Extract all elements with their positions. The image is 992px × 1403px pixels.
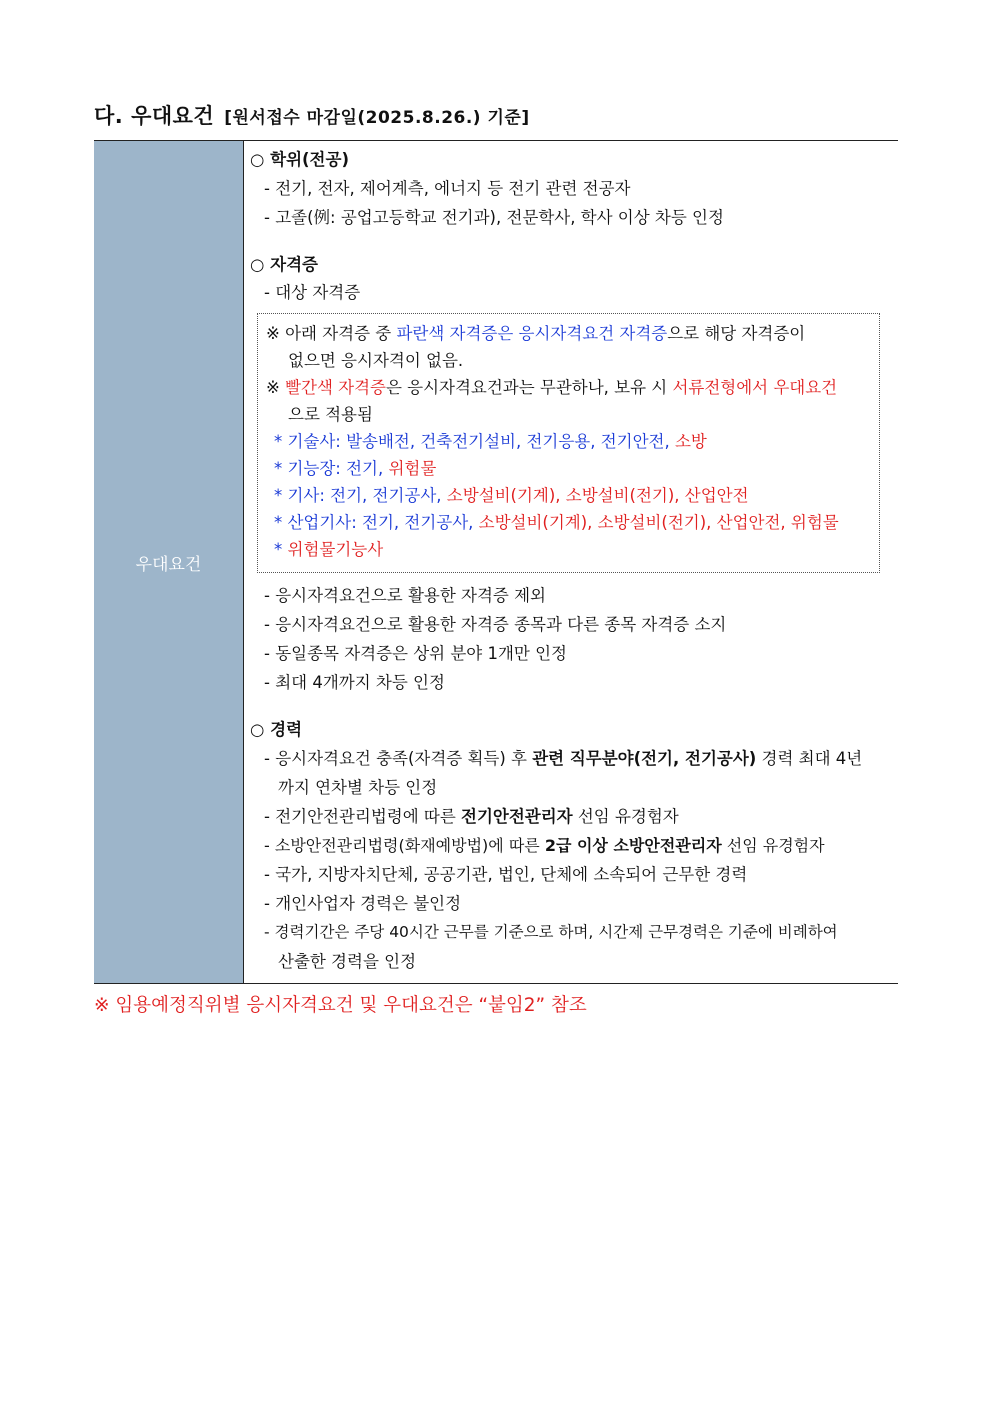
career-item-4: - 국가, 지방자치단체, 공공기관, 법인, 단체에 소속되어 근무한 경력 [264,865,748,884]
cert-note-2-cont: 으로 적용됨 [288,405,373,424]
row1-red: 소방 [674,432,707,451]
row4-red: 소방설비(기계), 소방설비(전기), 산업안전, 위험물 [478,513,839,532]
career2-b: 전기안전관리자 [461,807,573,826]
note2-red2: 서류전형에서 우대요건 [672,378,838,397]
degree-heading: ○ 학위(전공) [250,150,349,169]
cert-notice-box [257,313,880,573]
career3-b: 2급 이상 소방안전관리자 [544,836,722,855]
row4-blue: * 산업기사: 전기, 전기공사, [274,513,479,532]
row1-blue: * 기술사: 발송배전, 건축전기설비, 전기응용, 전기안전, [274,432,675,451]
footer-note: ※ 임용예정직위별 응시자격요건 및 우대요건은 “붙임2” 참조 [94,995,587,1016]
career-heading: ○ 경력 [250,720,303,739]
cert-row-craftsman [274,536,383,563]
career-item-6-cont: 산출한 경력을 인정 [278,952,417,971]
row5-blue: * [274,540,288,559]
cert-heading: ○ 자격증 [250,255,318,274]
cert-item: - 동일종목 자격증은 상위 분야 1개만 인정 [264,644,567,663]
cert-row-master [274,455,436,482]
note2-prefix: ※ [266,378,286,397]
career3-c: 선임 유경험자 [721,836,825,855]
career6-text: 경력기간은 주당 40시간 근무를 기준으로 하며, 시간제 근무경력은 기준에 비례하여 [274,923,838,941]
career2-a: 전기안전관리법령에 따른 [275,807,462,826]
note2-red: 빨간색 자격증 [285,378,386,397]
note1-suffix: 으로 해당 자격증이 [667,324,806,343]
cert-row-industrial [274,509,839,536]
note2-mid: 은 응시자격요건과는 무관하나, 보유 시 [385,378,673,397]
career4-text: 국가, 지방자치단체, 공공기관, 법인, 단체에 소속되어 근무한 경력 [275,865,748,884]
section-title-text: 다. 우대요건 [94,104,215,128]
career-item-6: - 경력기간은 주당 40시간 근무를 기준으로 하며, 시간제 근무경력은 기준에 비례하여 [264,923,838,941]
career5-text: 개인사업자 경력은 불인정 [275,894,462,913]
career-item-1: - 응시자격요건 충족(자격증 획득) 후 관련 직무분야(전기, 전기공사) 경력 최대 4년 [264,749,863,768]
row2-red: 위험물 [388,459,437,478]
row5-red: 위험물기능사 [287,540,384,559]
cert-item: - 응시자격요건으로 활용한 자격증 종목과 다른 종목 자격증 소지 [264,615,727,634]
note1-prefix: ※ 아래 자격증 중 [266,324,397,343]
cert-row-engineer [274,482,749,509]
career1-b: 관련 직무분야(전기, 전기공사) [532,749,757,768]
section-subtitle: [원서접수 마감일(2025.8.26.) 기준] [224,108,530,128]
degree-item: - 전기, 전자, 제어계측, 에너지 등 전기 관련 전공자 [264,179,631,198]
career3-a: 소방안전관리법령(화재예방법)에 따른 [274,836,545,855]
career-item-2: - 전기안전관리법령에 따른 전기안전관리자 선임 유경험자 [264,807,679,826]
cert-intro: - 대상 자격증 [264,283,361,302]
career-item-1-cont: 까지 연차별 차등 인정 [278,778,438,797]
degree-item: - 고졸(例: 공업고등학교 전기과), 전문학사, 학사 이상 차등 인정 [264,208,724,227]
row-label-cell [94,141,244,983]
content-cell [244,141,898,983]
cert-item: - 최대 4개까지 차등 인정 [264,673,445,692]
section-title [94,100,530,130]
career2-c: 선임 유경험자 [572,807,679,826]
career-item-3: - 소방안전관리법령(화재예방법)에 따른 2급 이상 소방안전관리자 선임 유경험자 [264,836,825,855]
cert-item: - 응시자격요건으로 활용한 자격증 제외 [264,586,546,605]
career1-c: 경력 최대 4년 [756,749,863,768]
cert-note-1-cont: 없으면 응시자격이 없음. [288,351,464,370]
requirements-table [94,140,898,984]
cert-note-2 [266,374,837,401]
row3-blue: * 기사: 전기, 전기공사, [274,486,447,505]
row2-blue: * 기능장: 전기, [274,459,389,478]
cert-note-1 [266,320,805,347]
note1-blue: 파란색 자격증은 응시자격요건 자격증 [396,324,668,343]
career-item-5: - 개인사업자 경력은 불인정 [264,894,462,913]
career1-a: 응시자격요건 충족(자격증 획득) 후 [275,749,533,768]
row-label: 우대요건 [135,554,202,575]
row3-red: 소방설비(기계), 소방설비(전기), 산업안전 [446,486,749,505]
cert-row-engineer-pro [274,428,707,455]
